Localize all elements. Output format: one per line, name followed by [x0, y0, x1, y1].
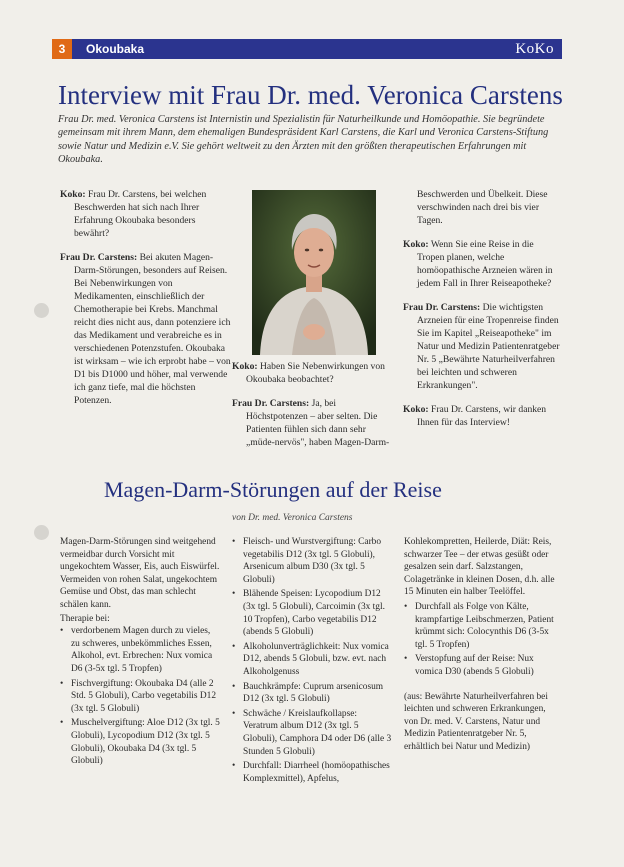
speaker-label: Frau Dr. Carstens:: [232, 398, 310, 409]
binder-hole: [34, 525, 49, 540]
remedy-column-3: [404, 536, 562, 754]
remedy-list: [60, 625, 220, 768]
article-intro: Frau Dr. med. Veronica Carstens ist Internistin und Spezialistin für Naturheilkunde und Homöopathie. Sie begründete gemeinsam mit ihrem Mann, dem ehemaligen Bundespräsident Karl Carstens, die Karl und Veronica Carstens-Stiftung sowie Natur und Medizin e.V. Sie gehört weltweit zu den Ärzten mit den größten therapeutischen Erfahrungen mit Okoubaka.: [58, 114, 549, 165]
interview-paragraph: [403, 188, 561, 227]
paragraph-text: Frau Dr. Carstens, wir danken Ihnen für das Interview!: [417, 404, 547, 428]
interview-paragraph: [60, 251, 232, 407]
list-item: • Fischvergiftung: Okoubaka D4 (alle 2 Std. 5 Globuli), Carbo vegetabilis D12 (3x tgl. 5 Globuli): [60, 678, 220, 716]
magazine-logo: KoKo: [515, 41, 554, 57]
interview-column-1: [60, 188, 232, 418]
paragraph-text: Bei akuten Magen-Darm-Störungen, besonders auf Reisen. Bei Nebenwirkungen von Medikamenten, einschließlich der Chemotherapie bei Krebs. Manchmal reicht dies nicht aus, dann potenziere ich das Medikament und verabreiche es in verschiedenen Potenzstufen. Okoubaka ist wirksam – wie ich erprobt habe – von D1 bis D1000 und höher, mal verwende ich ganz tiefe, mal die höchsten Potenzen.: [74, 252, 231, 406]
interview-paragraph: [232, 397, 390, 449]
list-item: • Muschelvergiftung: Aloe D12 (3x tgl. 5 Globuli), Lycopodium D12 (3x tgl. 5 Globuli), Okoubaka D4 (3x tgl. 5 Globuli): [60, 717, 220, 767]
page-header: [52, 39, 562, 59]
paragraph-text: Frau Dr. Carstens, bei welchen Beschwerden hat sich nach Ihrer Erfahrung Okoubaka besonders bewährt?: [74, 189, 207, 239]
source-note: (aus: Bewährte Naturheilverfahren bei leichten und schweren Erkrankungen, von Dr. med. V. Carstens, Natur und Medizin Patientenratgeber Nr. 5, erhältlich bei Natur und Medizin): [404, 691, 548, 752]
section-name: Okoubaka: [86, 42, 145, 56]
article-byline: von Dr. med. Veronica Carstens: [232, 513, 353, 523]
portrait-photo: [252, 190, 376, 355]
speaker-label: Frau Dr. Carstens:: [60, 252, 138, 263]
speaker-label: Koko:: [232, 361, 258, 372]
paragraph-text: Beschwerden und Übelkeit. Diese verschwinden nach drei bis vier Tagen.: [417, 189, 548, 226]
speaker-label: Frau Dr. Carstens:: [403, 302, 481, 313]
list-item: • Fleisch- und Wurstvergiftung: Carbo vegetabilis D12 (3x tgl. 5 Globuli), Arsenicum album D30 (3x tgl. 5 Globuli): [232, 536, 392, 586]
list-item: • Durchfall: Diarrheel (homöopathisches Komplexmittel), Apfelus,: [232, 760, 392, 785]
paragraph-text: Kohlekompretten, Heilerde, Diät: Reis, schwarzer Tee – der etwas gesüßt oder gesalzen sein darf. Salzstangen, Colagetränke in kleinen Dosen, d.h. alle 15 Minuten ein halber Teelöffel.: [404, 537, 555, 598]
remedy-list: [404, 601, 562, 679]
interview-paragraph: [232, 360, 390, 386]
interview-paragraph: [403, 403, 561, 429]
list-item: • Bauchkrämpfe: Cuprum arsenicosum D12 (3x tgl. 5 Globuli): [232, 681, 392, 706]
binder-hole: [34, 303, 49, 318]
interview-paragraph: [60, 188, 232, 240]
list-item: • Verstopfung auf der Reise: Nux vomica D30 (abends 5 Globuli): [404, 653, 562, 678]
speaker-label: Koko:: [403, 404, 429, 415]
interview-paragraph: [403, 238, 561, 290]
list-item: • verdorbenem Magen durch zu vieles, zu schweres, unbekömmliches Essen, Alkohol, evt. Erbrechen: Nux vomica D6 (3-5x tgl. 5 Tropfen): [60, 625, 220, 675]
paragraph-text: Ja, bei Höchstpotenzen – aber selten. Die Patienten fühlen sich dann sehr „müde-nervös", haben Magen-Darm-: [246, 398, 390, 448]
interview-column-2: [232, 360, 390, 460]
speaker-label: Koko:: [403, 239, 429, 250]
article-title: Interview mit Frau Dr. med. Veronica Carstens: [58, 80, 563, 110]
list-item: • Schwäche / Kreislaufkollapse: Veratrum album D12 (3x tgl. 5 Globuli), Camphora D4 oder D6 (alle 3 Stunden 5 Globuli): [232, 708, 392, 758]
list-item: • Alkoholunverträglichkeit: Nux vomica D12, abends 5 Globuli, bzw. evt. nach Alkoholgenuss: [232, 641, 392, 679]
second-article-title: Magen-Darm-Störungen auf der Reise: [104, 477, 442, 502]
speaker-label: Koko:: [60, 189, 86, 200]
remedy-column-1: [60, 536, 220, 770]
paragraph-text: Die wichtigsten Arzneien für eine Tropenreise finden Sie im Kapitel „Reiseapotheke" im Natur und Medizin Patientenratgeber Nr. 5 „Bewährte Naturheilverfahren bei leichten und schweren Erkrankungen".: [417, 302, 560, 391]
list-item: • Durchfall als Folge von Kälte, krampfartige Leibschmerzen, Patient krümmt sich: Colocynthis D6 (3-5x tgl. 5 Tropfen): [404, 601, 562, 651]
paragraph-text: Magen-Darm-Störungen sind weitgehend vermeidbar durch Vorsicht mit ungekochtem Wasser, Eis, auch Eiswürfel. Vermeiden von rohen Salat, ungekochtem Gemüse und Obst, das man schlecht schälen kann.: [60, 537, 220, 610]
therapy-label: Therapie bei:: [60, 613, 110, 624]
remedy-list: [232, 536, 392, 785]
remedy-column-2: [232, 536, 392, 787]
paragraph-text: Wenn Sie eine Reise in die Tropen planen, welche homöopathische Arzneien wären in jedem Fall in Ihrer Reiseapotheke?: [417, 239, 553, 289]
paragraph-text: Haben Sie Nebenwirkungen von Okoubaka beobachtet?: [246, 361, 385, 385]
page-number: 3: [52, 39, 72, 59]
interview-column-3: [403, 188, 561, 440]
list-item: • Blähende Speisen: Lycopodium D12 (3x tgl. 5 Globuli), Carcoimin (3x tgl. 10 Tropfen), Carbo vegetabilis D12 (abends 5 Globuli): [232, 588, 392, 638]
interview-paragraph: [403, 301, 561, 392]
